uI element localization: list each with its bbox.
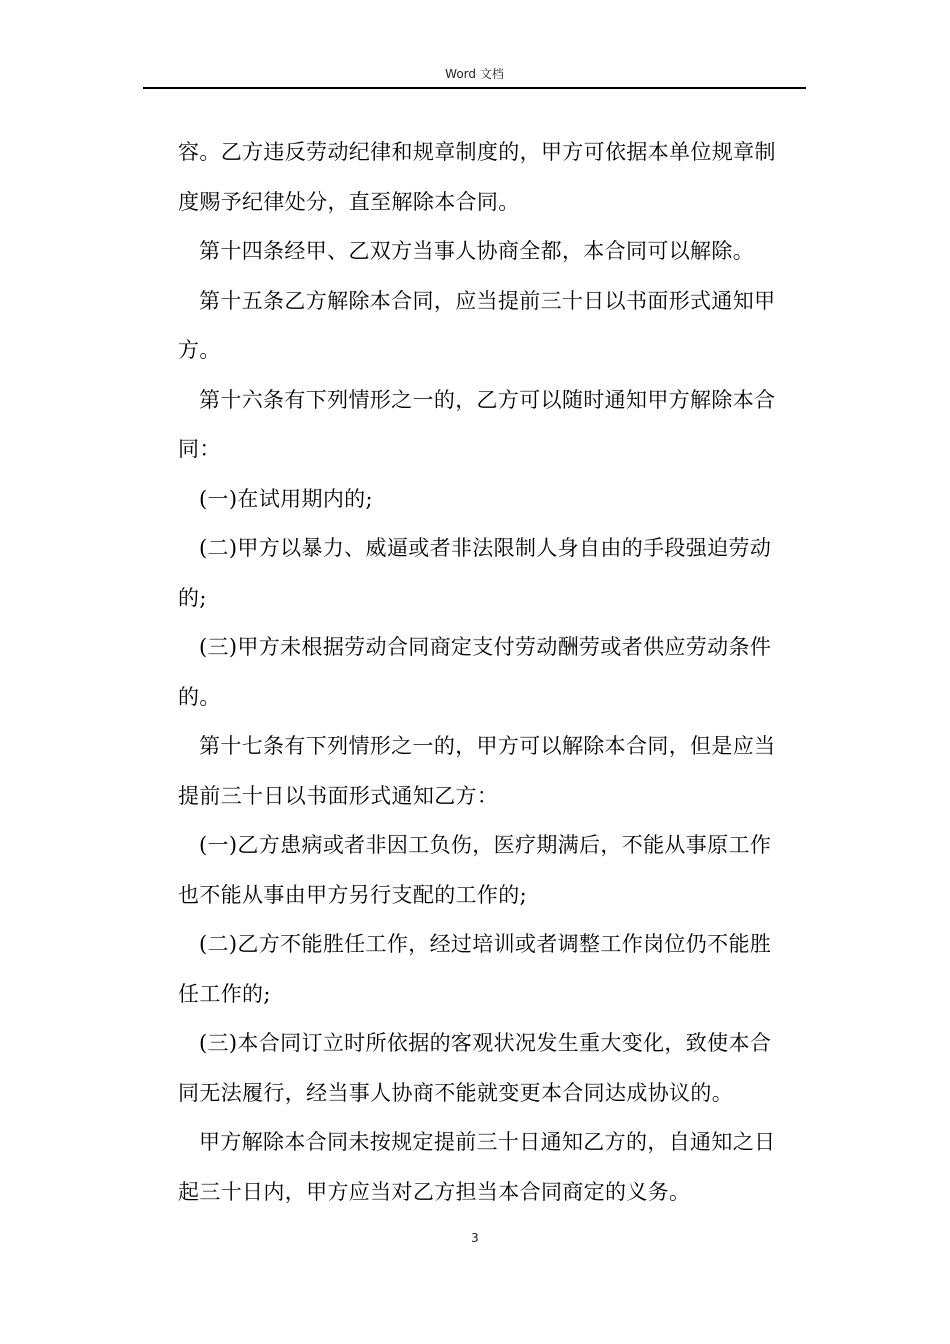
text-line: (一)在试用期内的; — [199, 486, 373, 511]
text-line: 的。 — [178, 684, 221, 709]
text-line: (二)甲方以暴力、威逼或者非法限制人身自由的手段强迫劳动 — [199, 536, 772, 560]
text-line: 同： — [178, 437, 221, 461]
text-line: 提前三十日以书面形式通知乙方： — [178, 783, 499, 808]
text-line: 任工作的; — [178, 981, 271, 1006]
text-line: 也不能从事由甲方另行支配的工作的; — [178, 882, 528, 907]
header-divider — [143, 87, 806, 89]
text-line: 第十五条乙方解除本合同，应当提前三十日以书面形式通知甲 — [199, 288, 776, 313]
text-line: 的; — [178, 585, 207, 610]
text-line: 甲方解除本合同未按规定提前三十日通知乙方的，自通知之日 — [199, 1130, 776, 1154]
text-line: 度赐予纪律处分，直至解除本合同。 — [178, 189, 520, 214]
text-line: (三)本合同订立时所依据的客观状况发生重大变化，致使本合 — [199, 1031, 772, 1055]
page-header-title: Word 文档 — [445, 67, 504, 81]
text-line: 同无法履行，经当事人协商不能就变更本合同达成协议的。 — [178, 1080, 734, 1105]
text-line: (二)乙方不能胜任工作，经过培训或者调整工作岗位仍不能胜 — [199, 932, 772, 956]
text-line: 第十六条有下列情形之一的，乙方可以随时通知甲方解除本合 — [199, 387, 776, 412]
text-line: 第十四条经甲、乙双方当事人协商全都，本合同可以解除。 — [199, 239, 755, 263]
document-body — [178, 128, 802, 1217]
text-line: (一)乙方患病或者非因工负伤，医疗期满后，不能从事原工作 — [199, 833, 772, 857]
page-number: 3 — [471, 1231, 479, 1245]
text-line: 容。乙方违反劳动纪律和规章制度的，甲方可依据本单位规章制 — [178, 140, 776, 164]
text-line: 起三十日内，甲方应当对乙方担当本合同商定的义务。 — [178, 1179, 691, 1204]
text-line: 第十七条有下列情形之一的，甲方可以解除本合同，但是应当 — [199, 734, 776, 758]
text-line: (三)甲方未根据劳动合同商定支付劳动酬劳或者供应劳动条件 — [199, 635, 772, 659]
text-line: 方。 — [178, 338, 221, 362]
